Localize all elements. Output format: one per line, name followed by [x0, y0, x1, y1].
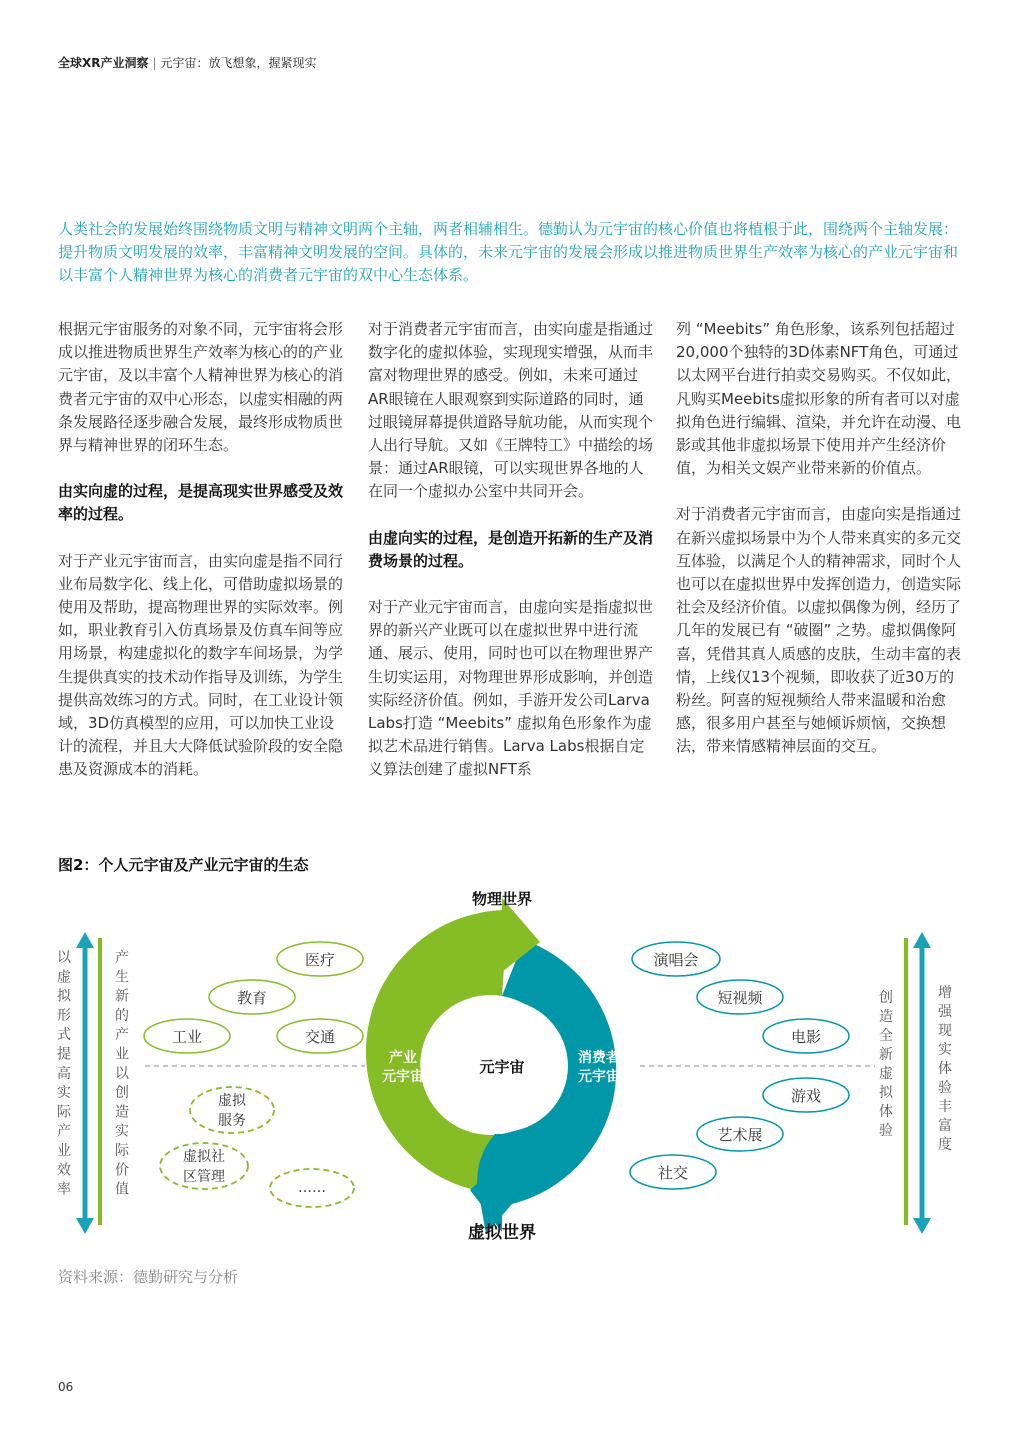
axis-label-char: 拟 [879, 1085, 893, 1101]
bubble-industry [144, 1019, 230, 1053]
svg-text:……: …… [298, 1180, 326, 1196]
svg-text:游戏: 游戏 [790, 1087, 822, 1105]
bubble-games [763, 1078, 849, 1112]
bubble-social [630, 1155, 716, 1189]
running-header [58, 54, 317, 71]
metaverse-center-label: 元宇宙 [479, 1058, 525, 1076]
bubble-more [270, 1169, 354, 1207]
report-subtitle: 元宇宙：放飞想象，握紧现实 [160, 56, 317, 70]
axis-label-char: 提 [57, 1046, 71, 1063]
axis-label-char: 生 [115, 969, 129, 986]
paragraph: 对于产业元宇宙而言，由实向虚是指不同行业布局数字化、线上化，可借助虚拟场景的使用及帮助，提高物理世界的实际效率。例如，职业教育引入仿真场景及仿真车间等应用场景，构建虚拟化的数字车间场景，为学生提供真实的技术动作指导及训练，为学生提供高效练习的方式。同时，在工业设计领域，3D仿真模型的应用，可以加快工业设计的流程，并且大大降低试验阶段的安全隐患及资源成本的消耗。 [58, 551, 344, 779]
bubble-virtual-services [190, 1087, 274, 1133]
text-column-3 [676, 318, 964, 782]
axis-label-char: 富 [938, 1118, 952, 1134]
bubble-art-exhibition [697, 1117, 783, 1151]
svg-text:虚拟社: 虚拟社 [183, 1149, 225, 1165]
bubble-movie [763, 1019, 849, 1053]
axis-label-char: 现 [938, 1023, 952, 1039]
left-axis-inner-label [115, 949, 130, 1198]
svg-text:教育: 教育 [236, 989, 268, 1007]
svg-text:虚拟: 虚拟 [218, 1093, 246, 1109]
paragraph: 对于消费者元宇宙而言，由实向虚是指通过数字化的虚拟体验，实现现实增强，从而丰富对物理世界的感受。例如，未来可通过AR眼镜在人眼观察到实际道路的同时，通过眼镜屏幕提供道路导航功能，从而实现个人出行导航。又如《王牌特工》中描绘的场景：通过AR眼镜，可以实现世界各地的人在同一个虚拟办公室中共同开会。 [368, 320, 654, 501]
axis-label-char: 业 [57, 1143, 71, 1159]
axis-label-char: 体 [879, 1104, 893, 1120]
axis-label-char: 实 [938, 1042, 952, 1058]
svg-text:艺术展: 艺术展 [717, 1126, 763, 1144]
right-axis-arrowhead-down [913, 1218, 931, 1234]
industry-label-line2: 元宇宙 [382, 1069, 424, 1085]
axis-label-char: 虚 [879, 1066, 893, 1082]
virtual-world-label: 虚拟世界 [468, 1223, 536, 1243]
axis-label-char: 全 [879, 1028, 893, 1044]
paragraph: 对于消费者元宇宙而言，由虚向实是指通过在新兴虚拟场景中为个人带来真实的多元交互体验，以满足个人的精神需求，同时个人也可以在虚拟世界中发挥创造力，创造实际社会及经济价值。以虚拟偶像为例，经历了几年的发展已有 “破圈” 之势。虚拟偶像阿喜，凭借其真人质感的皮肤，生动丰富的表情，上线仅13个视频，即收获了近30万的粉丝。阿喜的短视频给人带来温暖和治愈感，很多用户甚至与她倾诉烦恼，交换想法，带来情感精神层面的交互。 [676, 505, 962, 756]
physical-world-label: 物理世界 [471, 890, 533, 908]
axis-label-char: 造 [115, 1104, 129, 1121]
right-axis-outer-label [938, 985, 953, 1153]
axis-label-char: 式 [57, 1027, 71, 1044]
svg-text:电影: 电影 [790, 1028, 822, 1046]
axis-label-char: 强 [938, 1004, 952, 1020]
ecosystem-diagram [40, 880, 980, 1255]
svg-text:医疗: 医疗 [304, 951, 336, 969]
axis-label-char: 以 [115, 1065, 129, 1082]
section-heading: 由实向虚的过程，是提高现实世界感受及效率的过程。 [58, 482, 344, 524]
left-axis-arrowhead-up [76, 932, 94, 948]
axis-label-char: 业 [115, 1046, 129, 1063]
axis-label-char: 高 [57, 1065, 71, 1082]
axis-label-char: 产 [115, 950, 129, 966]
svg-text:演唱会: 演唱会 [653, 951, 699, 969]
bubble-short-video [697, 980, 783, 1014]
svg-text:社交: 社交 [657, 1164, 689, 1182]
axis-label-char: 虚 [57, 969, 71, 986]
axis-label-char: 创 [879, 990, 893, 1006]
intro-paragraph: 人类社会的发展始终围绕物质文明与精神文明两个主轴，两者相辅相生。德勤认为元宇宙的核心价值也将植根于此，围绕两个主轴发展：提升物质文明发展的效率，丰富精神文明发展的空间。具体的，未来元宇宙的发展会形成以推进物质世界生产效率为核心的产业元宇宙和以丰富个人精神世界为核心的消费者元宇宙的双中心生态体系。 [58, 220, 959, 284]
paragraph: 根据元宇宙服务的对象不同，元宇宙将会形成以推进物质世界生产效率为核心的的产业元宇宙，及以丰富个人精神世界为核心的消费者元宇宙的双中心形态，以虚实相融的两条发展路径逐步融合发展，最终形成物质世界与精神世界的闭环生态。 [58, 320, 344, 455]
left-axis-arrowhead-down [76, 1218, 94, 1234]
axis-label-char: 验 [938, 1080, 952, 1096]
text-column-1 [58, 318, 346, 805]
axis-label-char: 价 [115, 1162, 129, 1179]
axis-label-char: 新 [879, 1047, 893, 1063]
report-title: 全球XR产业洞察 [58, 56, 149, 70]
axis-label-char: 效 [57, 1162, 71, 1179]
section-heading: 由虚向实的过程，是创造开拓新的生产及消费场景的过程。 [368, 528, 654, 570]
axis-label-char: 产 [115, 1027, 129, 1044]
axis-label-char: 度 [938, 1137, 952, 1153]
svg-text:短视频: 短视频 [717, 989, 763, 1007]
axis-label-char: 的 [115, 1007, 129, 1024]
bubble-transport [277, 1019, 363, 1053]
axis-label-char: 产 [57, 1123, 71, 1140]
bubble-medical [277, 942, 363, 976]
bubble-concert [632, 942, 720, 976]
axis-label-char: 际 [57, 1104, 71, 1121]
industry-label-line1: 产业 [389, 1050, 417, 1066]
axis-label-char: 新 [115, 988, 129, 1005]
axis-label-char: 以 [57, 950, 71, 966]
axis-label-char: 实 [115, 1123, 129, 1140]
svg-text:工业: 工业 [171, 1028, 203, 1046]
paragraph: 对于产业元宇宙而言，由虚向实是指虚拟世界的新兴产业既可以在虚拟世界中进行流通、展示、使用，同时也可以在物理世界产生切实运用，对物理世界形成影响，并创造实际经济价值。例如，手游开发公司Larva Labs打造 “Meebits” 虚拟角色形象作为虚拟艺术品进行销售。Larva Labs根据自定义算法创建了虚拟NFT系 [368, 598, 654, 779]
axis-label-char: 率 [57, 1181, 71, 1198]
page-number: 06 [58, 1380, 74, 1394]
axis-label-char: 造 [879, 1009, 893, 1025]
figure-title: 图2：个人元宇宙及产业元宇宙的生态 [58, 856, 309, 874]
svg-text:交通: 交通 [304, 1028, 336, 1046]
bubble-education [209, 980, 295, 1014]
axis-label-char: 形 [57, 1007, 71, 1024]
consumer-label-line1: 消费者 [578, 1050, 620, 1066]
axis-label-char: 际 [115, 1143, 129, 1159]
axis-label-char: 验 [879, 1123, 893, 1139]
text-column-2 [368, 318, 656, 805]
axis-label-char: 创 [115, 1085, 129, 1102]
right-axis-arrowhead-up [913, 932, 931, 948]
axis-label-char: 拟 [57, 988, 71, 1005]
source-note: 资料来源：德勤研究与分析 [58, 1268, 239, 1286]
svg-text:服务: 服务 [218, 1113, 246, 1129]
left-axis-outer-label [57, 950, 72, 1198]
bubble-virtual-community [160, 1143, 248, 1189]
axis-label-char: 实 [57, 1085, 71, 1102]
paragraph: 列 “Meebits” 角色形象，该系列包括超过20,000个独特的3D体素NFT角色，可通过以太网平台进行拍卖交易购买。不仅如此，凡购买Meebits虚拟形象的所有者可以对虚拟角色进行编辑、渲染，并允许在动漫、电影或其他非虚拟场景下使用并产生经济价值，为相关文娱产业带来新的价值点。 [676, 320, 962, 478]
axis-label-char: 增 [938, 985, 952, 1001]
header-separator: | [152, 56, 157, 70]
right-axis-inner-label [879, 989, 894, 1139]
svg-text:区管理: 区管理 [183, 1169, 225, 1185]
axis-label-char: 体 [938, 1061, 952, 1077]
axis-label-char: 值 [115, 1181, 129, 1198]
consumer-label-line2: 元宇宙 [578, 1069, 620, 1085]
axis-label-char: 丰 [938, 1099, 952, 1115]
